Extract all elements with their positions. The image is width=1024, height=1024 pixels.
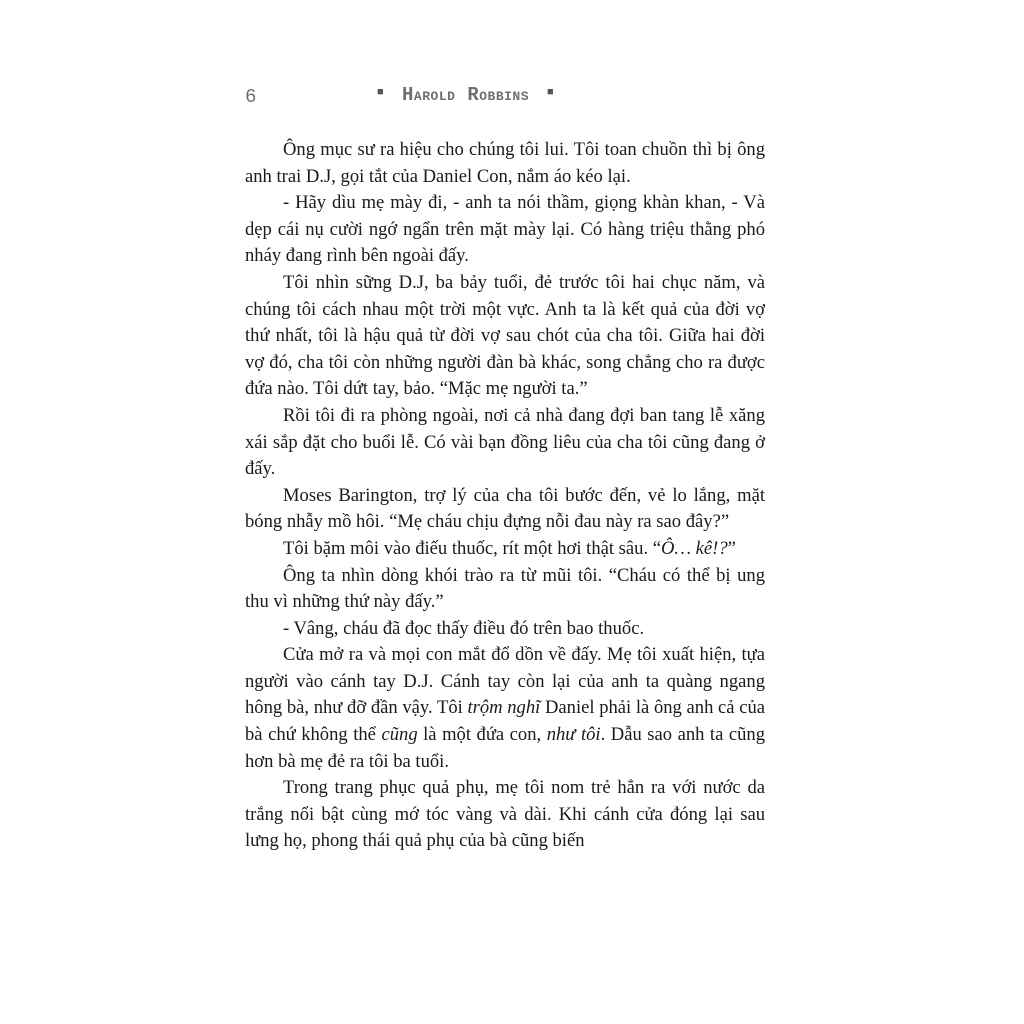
paragraph: Moses Barington, trợ lý của cha tôi bước đến, vẻ lo lắng, mặt bóng nhẫy mồ hôi. “Mẹ cháu chịu đựng nỗi đau này ra sao đây?” [245,484,765,533]
text-run: Tôi bặm môi vào điếu thuốc, rít một hơi thật sâu. “ [283,537,662,559]
paragraph: Tôi nhìn sững D.J, ba bảy tuổi, đẻ trước tôi hai chục năm, và chúng tôi cách nhau một trời một vực. Anh ta là kết quả của đời vợ thứ nhất, tôi là hậu quả từ đời vợ sau chót của cha tôi. Giữa hai đời vợ đó, cha tôi còn những người đàn bà khác, song chẳng cho ra được đứa nào. Tôi dứt tay, bảo. “Mặc mẹ người ta.” [245,271,765,400]
header-bullet-right: ■ [546,87,555,99]
text-run: ” [727,537,736,559]
page-number: 6 [245,86,257,108]
italic-text: cũng [381,724,418,746]
paragraph: Ông mục sư ra hiệu cho chúng tôi lui. Tôi toan chuồn thì bị ông anh trai D.J, gọi tắt của Daniel Con, nắm áo kéo lại. [245,139,765,187]
paragraph [245,536,765,563]
paragraph: Rồi tôi đi ra phòng ngoài, nơi cả nhà đang đợi ban tang lễ xăng xái sắp đặt cho buổi lễ. Có vài bạn đồng liêu của cha tôi cũng đang ở đấy. [245,404,765,480]
paragraph: Ông ta nhìn dòng khói trào ra từ mũi tôi. “Cháu có thể bị ung thu vì những thứ này đấy.” [245,564,765,613]
running-header [245,82,765,112]
author-name: Harold Robbins [402,84,530,106]
paragraph: Trong trang phục quả phụ, mẹ tôi nom trẻ hẳn ra với nước da trắng nổi bật cùng mớ tóc vàng và dài. Khi cánh cửa đóng lại sau lưng họ, phong thái quả phụ của bà cũng biến [245,777,765,852]
paragraph: - Vâng, cháu đã đọc thấy điều đó trên bao thuốc. [283,617,645,639]
book-page [245,82,765,982]
text-run: Daniel phải là ông anh cả của bà chứ không thể [245,697,765,746]
paragraph: - Hãy dìu mẹ mày đi, - anh ta nói thầm, giọng khàn khan, - Và dẹp cái nụ cười ngớ ngẩn trên mặt mày lại. Có hàng triệu thằng phó nháy đang rình bên ngoài đấy. [245,192,765,267]
text-run: . Dẫu sao anh ta cũng hơn bà mẹ đẻ ra tôi ba tuổi. [245,724,766,772]
italic-text: trộm nghĩ [467,697,541,719]
header-title [377,84,554,106]
header-bullet-left: ■ [377,87,385,99]
text-run: là một đứa con, [417,724,547,746]
body-text [245,137,765,855]
text-run: Cửa mở ra và mọi con mắt đổ dồn về đấy. Mẹ tôi xuất hiện, tựa người vào cánh tay D.J. Cánh tay còn lại của anh ta quàng ngang hông bà, như đỡ đần vậy. Tôi [245,644,765,719]
paragraph [245,642,765,775]
italic-text: như tôi [546,724,601,746]
italic-text: Ô… kê!? [661,537,728,559]
